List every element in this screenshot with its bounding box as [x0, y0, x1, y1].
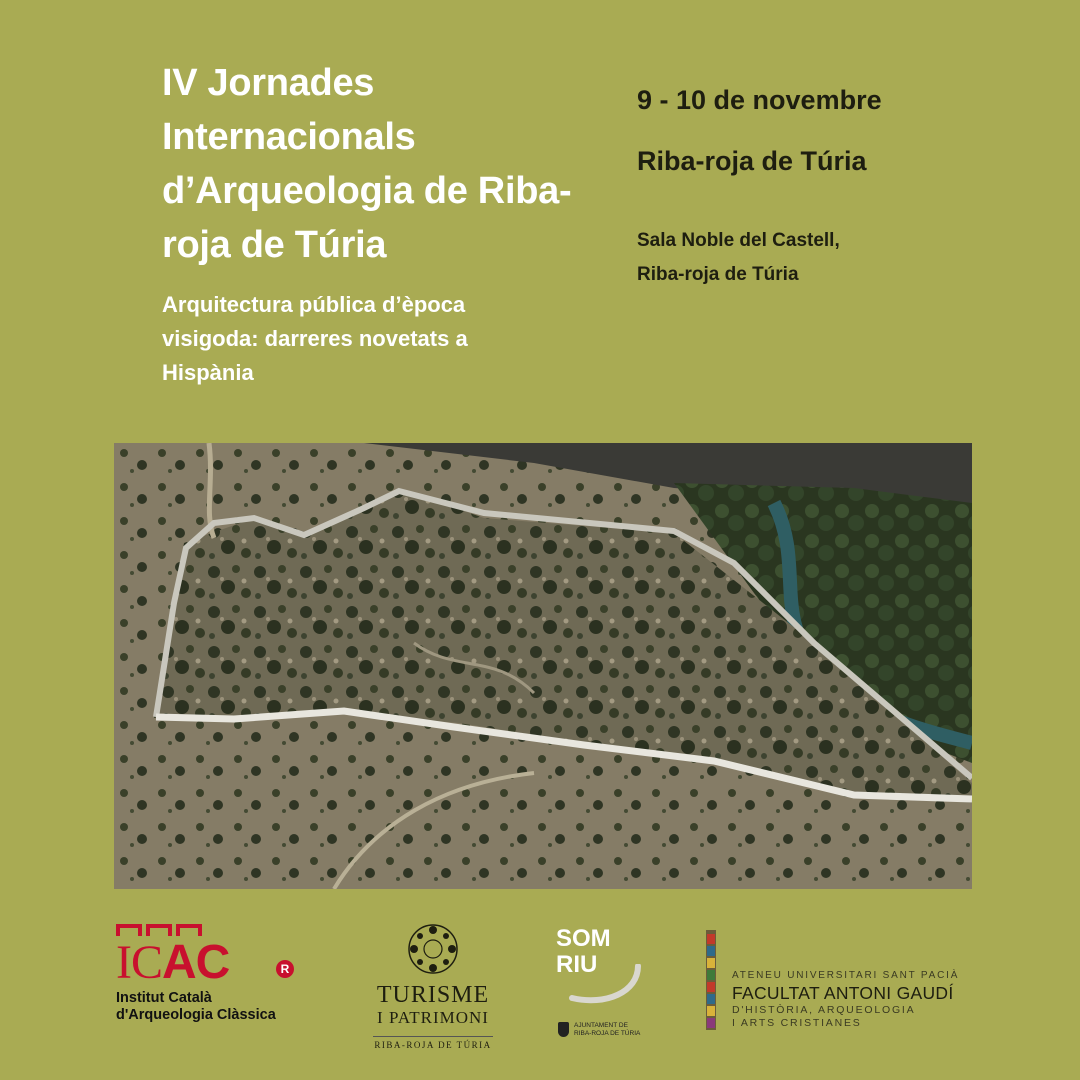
ajuntament-label: AJUNTAMENT DE RIBA-ROJA DE TÚRIA [558, 1022, 684, 1038]
somriu-line-1: SOM [556, 925, 611, 952]
stained-glass-icon [700, 930, 724, 1030]
icac-logo [116, 924, 336, 1024]
venue-line-2: Riba-roja de Túria [637, 264, 799, 285]
somriu-line-2: RIU [556, 951, 598, 978]
event-dates: 9 - 10 de novembre [637, 85, 882, 115]
somriu-logo [556, 925, 666, 1037]
icac-name: Institut Català d'Arqueologia Clàssica [116, 990, 276, 1023]
icac-symbol-icon [116, 924, 336, 936]
heraldic-emblem-icon [406, 922, 460, 976]
icac-wordmark: ICAC [116, 936, 230, 989]
gaudi-line-3: D'HISTÒRIA, ARQUEOLOGIA I ARTS CRISTIANES [732, 1004, 916, 1029]
event-subtitle: Arquitectura pública d’època visigoda: darreres novetats a Hispània [162, 292, 468, 385]
event-venue [637, 224, 840, 292]
event-place: Riba-roja de Túria [637, 146, 867, 176]
turisme-patrimoni-logo [358, 922, 508, 1050]
turisme-line-1: TURISME [376, 982, 490, 1008]
aerial-site-photo [114, 443, 972, 889]
gaudi-line-2: FACULTAT ANTONI GAUDÍ [732, 983, 954, 1003]
gaudi-line-1: ATENEU UNIVERSITARI SANT PACIÀ [732, 970, 960, 981]
turisme-line-3: RIBA-ROJA DE TÚRIA [373, 1036, 493, 1050]
smile-arc-icon [566, 964, 646, 1004]
venue-line-1: Sala Noble del Castell, [637, 230, 840, 251]
icac-badge: R [276, 960, 294, 978]
shield-icon [558, 1022, 569, 1037]
event-title: IV Jornades Internacionals d’Arqueologia de Riba-roja de Túria [162, 62, 572, 266]
partner-logos [110, 918, 980, 1058]
turisme-line-2: I PATRIMONI [377, 1008, 489, 1027]
facultat-gaudi-logo [700, 930, 990, 1040]
